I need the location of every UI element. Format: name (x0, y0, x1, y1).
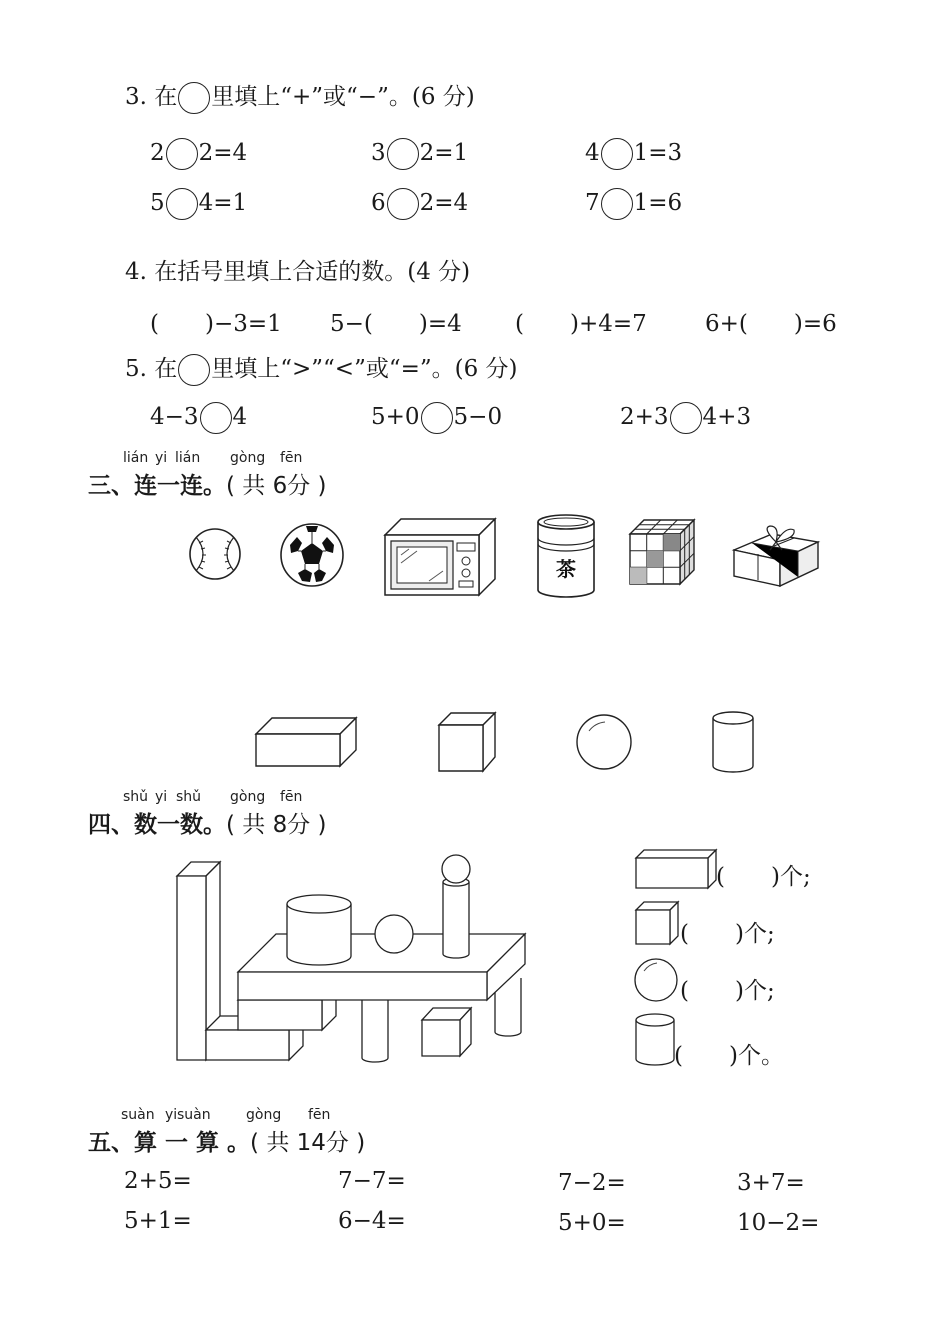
rubiks-cube-icon[interactable] (628, 518, 696, 586)
calc-item[interactable]: 7−2= (558, 1170, 626, 1196)
cylinder-legend-icon (634, 1013, 676, 1067)
q5-item-1: 4−3 4 (150, 402, 247, 434)
answer-circle[interactable] (601, 188, 633, 220)
cylinder-shape[interactable] (710, 710, 756, 774)
q3-item-4: 5 4=1 (150, 188, 247, 220)
pinyin: yi (155, 789, 168, 805)
section-5-title: 五、算 一 算 。( 共 14分 ) (88, 1130, 366, 1156)
q4-item-1[interactable]: ( )−3=1 (150, 311, 282, 337)
sphere-legend-icon (634, 957, 680, 1003)
cuboid-count-answer[interactable]: ( )个; (716, 864, 811, 890)
calc-item[interactable]: 6−4= (338, 1208, 406, 1234)
calc-item[interactable]: 5+0= (558, 1210, 626, 1236)
microwave-icon[interactable] (383, 515, 498, 600)
q5-title: 5. 在 里填上“>”“<”或“=”。(6 分) (125, 350, 518, 386)
pinyin: shǔ (123, 789, 149, 805)
calc-item[interactable]: 10−2= (737, 1210, 820, 1236)
calc-item[interactable]: 7−7= (338, 1168, 406, 1194)
answer-circle[interactable] (166, 138, 198, 170)
q3-item-5: 6 2=4 (371, 188, 468, 220)
q3-item-6: 7 1=6 (585, 188, 682, 220)
section-4-title: 四、数一数。( 共 8分 ) (88, 812, 327, 838)
stacked-solids-figure (175, 852, 527, 1064)
answer-circle[interactable] (200, 402, 232, 434)
cuboid-shape[interactable] (254, 716, 358, 768)
pinyin: fēn (280, 789, 303, 805)
q3-item-1: 2 2=4 (150, 138, 247, 170)
answer-circle[interactable] (601, 138, 633, 170)
q4-item-2[interactable]: 5−( )=4 (330, 311, 462, 337)
answer-circle[interactable] (387, 188, 419, 220)
section-3-title: 三、连一连。( 共 6分 ) (88, 473, 327, 499)
cube-legend-icon (634, 900, 680, 946)
calc-item[interactable]: 3+7= (737, 1170, 805, 1196)
pinyin: lián (123, 450, 149, 466)
tea-label: 茶 (556, 557, 576, 581)
q3-item-3: 4 1=3 (585, 138, 682, 170)
q4-item-4[interactable]: 6+( )=6 (705, 311, 837, 337)
soccer-ball-icon[interactable] (280, 523, 346, 589)
answer-circle[interactable] (670, 402, 702, 434)
pinyin: fēn (308, 1107, 331, 1123)
cuboid-legend-icon (634, 848, 718, 890)
pinyin: lián (175, 450, 201, 466)
pinyin: yi (165, 1107, 178, 1123)
answer-circle[interactable] (421, 402, 453, 434)
cube-count-answer[interactable]: ( )个; (680, 921, 775, 947)
pinyin: gòng (230, 789, 266, 805)
cylinder-count-answer[interactable]: ( )个。 (674, 1043, 784, 1069)
calc-item[interactable]: 5+1= (124, 1208, 192, 1234)
gift-box-icon[interactable] (732, 520, 822, 588)
pinyin: shǔ (176, 789, 202, 805)
q5-item-2: 5+0 5−0 (371, 402, 502, 434)
pinyin: suàn (121, 1107, 155, 1123)
pinyin: fēn (280, 450, 303, 466)
q4-item-3[interactable]: ( )+4=7 (515, 311, 647, 337)
pinyin: yi (155, 450, 168, 466)
answer-circle[interactable] (178, 82, 210, 114)
answer-circle[interactable] (166, 188, 198, 220)
sphere-shape[interactable] (575, 713, 633, 771)
pinyin: gòng (246, 1107, 282, 1123)
answer-circle[interactable] (178, 354, 210, 386)
q4-title: 4. 在括号里填上合适的数。(4 分) (125, 259, 471, 285)
sphere-count-answer[interactable]: ( )个; (680, 978, 775, 1004)
cube-shape[interactable] (437, 711, 497, 773)
calc-item[interactable]: 2+5= (124, 1168, 192, 1194)
tea-can-icon[interactable] (534, 510, 598, 600)
pinyin: gòng (230, 450, 266, 466)
q3-item-2: 3 2=1 (371, 138, 468, 170)
q5-item-3: 2+3 4+3 (620, 402, 751, 434)
pinyin: suàn (177, 1107, 211, 1123)
answer-circle[interactable] (387, 138, 419, 170)
q3-title: 3. 在 里填上“+”或“−”。(6 分) (125, 78, 475, 114)
baseball-icon[interactable] (188, 527, 244, 583)
